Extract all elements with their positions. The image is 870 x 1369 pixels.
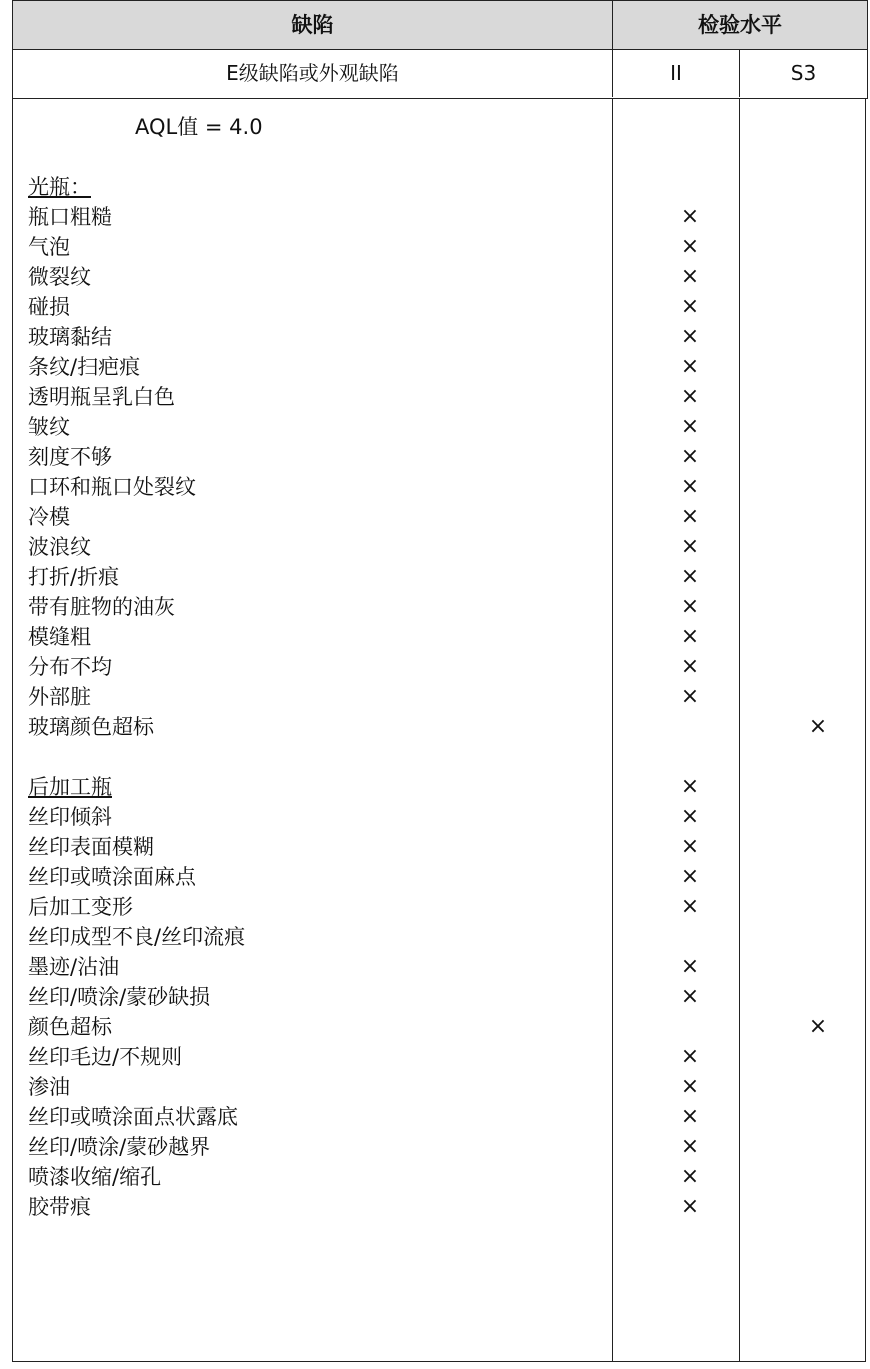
check-mark-II: × (680, 1134, 700, 1159)
defect-label: 刻度不够 (28, 445, 112, 469)
check-mark-II: × (680, 1074, 700, 1099)
defect-table (12, 0, 868, 1362)
check-mark-II: × (680, 684, 700, 709)
table-row (28, 712, 868, 742)
section-heading (28, 772, 868, 802)
defect-list (28, 172, 868, 1222)
defect-label: 带有脏物的油灰 (28, 595, 175, 619)
subheader-level-S3: S3 (790, 61, 817, 85)
defect-label: 光瓶： (28, 175, 91, 199)
table-row (28, 232, 868, 262)
table-row (28, 1102, 868, 1132)
check-mark-II: × (680, 984, 700, 1009)
table-row (28, 562, 868, 592)
defect-label: 丝印/喷涂/蒙砂越界 (28, 1135, 211, 1159)
defect-label: 碰损 (28, 295, 70, 319)
defect-label: 后加工瓶 (28, 775, 112, 799)
check-mark-II: × (680, 384, 700, 409)
table-row (28, 622, 868, 652)
table-row (28, 292, 868, 322)
defect-label: 波浪纹 (28, 535, 91, 559)
check-mark-II: × (680, 1194, 700, 1219)
defect-label: 打折/折痕 (28, 565, 120, 589)
subheader-defect-class: E级缺陷或外观缺陷 (13, 50, 613, 97)
table-row (28, 412, 868, 442)
table-row (28, 1132, 868, 1162)
defect-label: 皱纹 (28, 415, 70, 439)
table-row (28, 952, 868, 982)
check-mark-II: × (680, 654, 700, 679)
defect-label: 墨迹/沾油 (28, 955, 120, 979)
defect-label: 胶带痕 (28, 1195, 91, 1219)
header-inspection-level: 检验水平 (698, 13, 782, 37)
check-mark-II: × (680, 414, 700, 439)
check-mark-II: × (680, 804, 700, 829)
defect-label: 冷模 (28, 505, 70, 529)
table-row (28, 1072, 868, 1102)
section-heading (28, 172, 868, 202)
check-mark-II: × (680, 774, 700, 799)
table-row (28, 472, 868, 502)
defect-label: 透明瓶呈乳白色 (28, 385, 175, 409)
check-mark-II: × (680, 324, 700, 349)
table-row (28, 382, 868, 412)
header-defect: 缺陷 (13, 1, 613, 49)
check-mark-II: × (680, 534, 700, 559)
defect-label: 丝印倾斜 (28, 805, 112, 829)
defect-label: 分布不均 (28, 655, 112, 679)
check-mark-II: × (680, 264, 700, 289)
table-body (12, 99, 866, 1362)
table-row (28, 502, 868, 532)
check-mark-II: × (680, 1164, 700, 1189)
defect-label: 气泡 (28, 235, 70, 259)
check-mark-II: × (680, 474, 700, 499)
defect-label: 模缝粗 (28, 625, 91, 649)
defect-label: 丝印毛边/不规则 (28, 1045, 183, 1069)
defect-label: 渗油 (28, 1075, 70, 1099)
defect-label: 口环和瓶口处裂纹 (28, 475, 196, 499)
table-row (28, 802, 868, 832)
table-row (28, 922, 868, 952)
table-row (28, 1042, 868, 1072)
check-mark-II: × (680, 234, 700, 259)
defect-label: 瓶口粗糙 (28, 205, 112, 229)
defect-label: 丝印成型不良/丝印流痕 (28, 925, 246, 949)
check-mark-II: × (680, 1104, 700, 1129)
table-row (28, 322, 868, 352)
check-mark-S3: × (808, 714, 828, 739)
check-mark-II: × (680, 564, 700, 589)
check-mark-II: × (680, 444, 700, 469)
table-row (28, 262, 868, 292)
defect-label: 条纹/扫疤痕 (28, 355, 141, 379)
defect-label: 玻璃黏结 (28, 325, 112, 349)
table-row (28, 862, 868, 892)
table-row (28, 442, 868, 472)
table-row (28, 202, 868, 232)
check-mark-II: × (680, 834, 700, 859)
defect-label: 丝印或喷涂面点状露底 (28, 1105, 238, 1129)
table-row (28, 352, 868, 382)
check-mark-S3: × (808, 1014, 828, 1039)
defect-label: 玻璃颜色超标 (28, 715, 154, 739)
defect-label: 丝印或喷涂面麻点 (28, 865, 196, 889)
defect-label: 外部脏 (28, 685, 91, 709)
check-mark-II: × (680, 354, 700, 379)
table-row (28, 682, 868, 712)
table-row (28, 892, 868, 922)
defect-label: 微裂纹 (28, 265, 91, 289)
subheader-level-II: II (613, 50, 740, 97)
defect-label: 喷漆收缩/缩孔 (28, 1165, 162, 1189)
table-subheader-row (12, 50, 868, 99)
defect-label: 丝印表面模糊 (28, 835, 154, 859)
check-mark-II: × (680, 1044, 700, 1069)
table-row (28, 832, 868, 862)
check-mark-II: × (680, 864, 700, 889)
table-row (28, 1192, 868, 1222)
table-row (28, 532, 868, 562)
table-row (28, 652, 868, 682)
check-mark-II: × (680, 204, 700, 229)
table-row (28, 1012, 868, 1042)
defect-label: 后加工变形 (28, 895, 133, 919)
table-row (28, 1162, 868, 1192)
check-mark-II: × (680, 624, 700, 649)
table-row (28, 592, 868, 622)
check-mark-II: × (680, 294, 700, 319)
defect-label: 丝印/喷涂/蒙砂缺损 (28, 985, 211, 1009)
check-mark-II: × (680, 594, 700, 619)
table-header-row (12, 0, 868, 50)
table-row (28, 982, 868, 1012)
defect-label: 颜色超标 (28, 1015, 112, 1039)
aql-value: AQL值 = 4.0 (135, 115, 263, 139)
check-mark-II: × (680, 504, 700, 529)
check-mark-II: × (680, 954, 700, 979)
check-mark-II: × (680, 894, 700, 919)
